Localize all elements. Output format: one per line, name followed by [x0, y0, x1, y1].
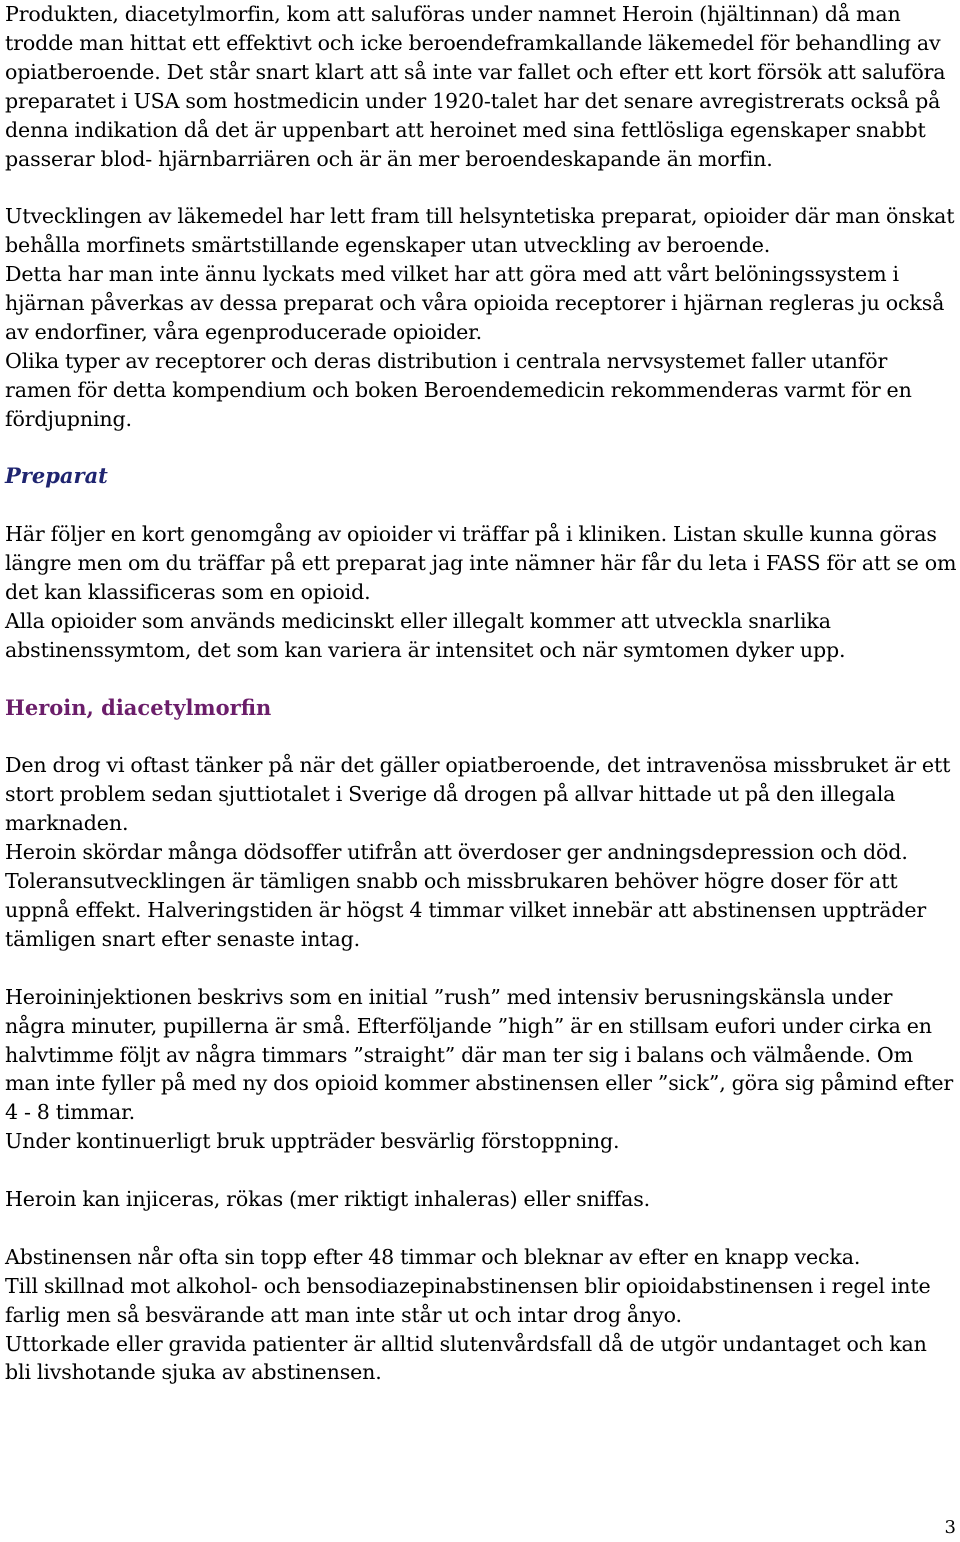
spacer	[5, 1214, 957, 1243]
heroin-paragraph-4: Under kontinuerligt bruk uppträder besvärlig förstoppning.	[5, 1129, 620, 1154]
development-paragraph-2: Detta har man inte ännu lyckats med vilket har att göra med att vårt belöningssystem i hjärnan påverkas av dessa preparat och våra opioida receptorer i hjärnan regleras ju också av endorfiner, våra egenproducerade opioider.	[5, 262, 945, 344]
spacer	[5, 434, 957, 463]
development-paragraph-3: Olika typer av receptorer och deras distribution i centrala nervsystemet faller utanför ramen för detta kompendium och boken Beroendemedicin rekommenderas varmt för en fördjupning.	[5, 348, 912, 431]
heroin-paragraph-6: Abstinensen når ofta sin topp efter 48 timmar och bleknar av efter en knapp vecka.	[5, 1244, 861, 1269]
document-page	[5, 0, 957, 1387]
development-paragraph-1: Utvecklingen av läkemedel har lett fram till helsyntetiska preparat, opioider där man önskat behålla morfinets smärtstillande egenskaper utan utveckling av beroende.	[5, 204, 955, 258]
preparat-paragraph-1: Här följer en kort genomgång av opioider vi träffar på i kliniken. Listan skulle kunna göras längre men om du träffar på ett preparat jag inte nämner här får du leta i FASS för att se om det kan klassificeras som en opioid.	[5, 522, 957, 605]
preparat-heading: Preparat	[5, 463, 108, 489]
spacer	[5, 665, 957, 694]
page-number: 3	[944, 1517, 956, 1538]
heroin-heading: Heroin, diacetylmorfin	[5, 694, 272, 720]
preparat-paragraph-2: Alla opioider som används medicinskt eller illegalt kommer att utveckla snarlika abstinenssymtom, det som kan variera är intensitet och när symtomen dyker upp.	[5, 608, 846, 662]
heroin-paragraph-7: Till skillnad mot alkohol- och bensodiazepinabstinensen blir opioidabstinensen i regel inte farlig men så besvärande att man inte står ut och intar drog ånyo.	[5, 1273, 931, 1327]
intro-paragraph: Produkten, diacetylmorfin, kom att saluföras under namnet Heroin (hjältinnan) då man trodde man hittat ett effektivt och icke beroendeframkallande läkemedel för behandling av opiatberoende. Det står snart klart att så inte var fallet och efter ett kort försök att saluföra preparatet i USA som hostmedicin under 1920-talet har det senare avregistrerats också på denna indikation då det är uppenbart att heroinet med sina fettlösliga egenskaper snabbt passerar blod- hjärnbarriären och är än mer beroendeskapande än morfin.	[5, 2, 946, 171]
heroin-paragraph-1: Den drog vi oftast tänker på när det gäller opiatberoende, det intravenösa missbruket är ett stort problem sedan sjuttiotalet i Sverige då drogen på allvar hittade ut på den illegala marknaden.	[5, 753, 951, 836]
spacer	[5, 723, 957, 752]
heroin-paragraph-5: Heroin kan injiceras, rökas (mer riktigt inhaleras) eller sniffas.	[5, 1187, 651, 1212]
spacer	[5, 491, 957, 520]
heroin-paragraph-8: Uttorkade eller gravida patienter är alltid slutenvårdsfall då de utgör undantaget och kan bli livshotande sjuka av abstinensen.	[5, 1331, 927, 1385]
spacer	[5, 1156, 957, 1185]
spacer	[5, 173, 957, 202]
heroin-paragraph-2: Heroin skördar många dödsoffer utifrån att överdoser ger andningsdepression och död. Toleransutvecklingen är tämligen snabb och missbrukaren behöver högre doser för att uppnå effekt. Halveringstiden är högst 4 timmar vilket innebär att abstinensen uppträder tämligen snart efter senaste intag.	[5, 840, 927, 951]
heroin-paragraph-3: Heroininjektionen beskrivs som en initial ”rush” med intensiv berusningskänsla under några minuter, pupillerna är små. Efterföljande ”high” är en stillsam eufori under cirka en halvtimme följt av några timmars ”straight” där man ter sig i balans och välmående. Om man inte fyller på med ny dos opioid kommer abstinensen eller ”sick”, göra sig påmind efter 4 - 8 timmar.	[5, 984, 954, 1125]
spacer	[5, 954, 957, 983]
